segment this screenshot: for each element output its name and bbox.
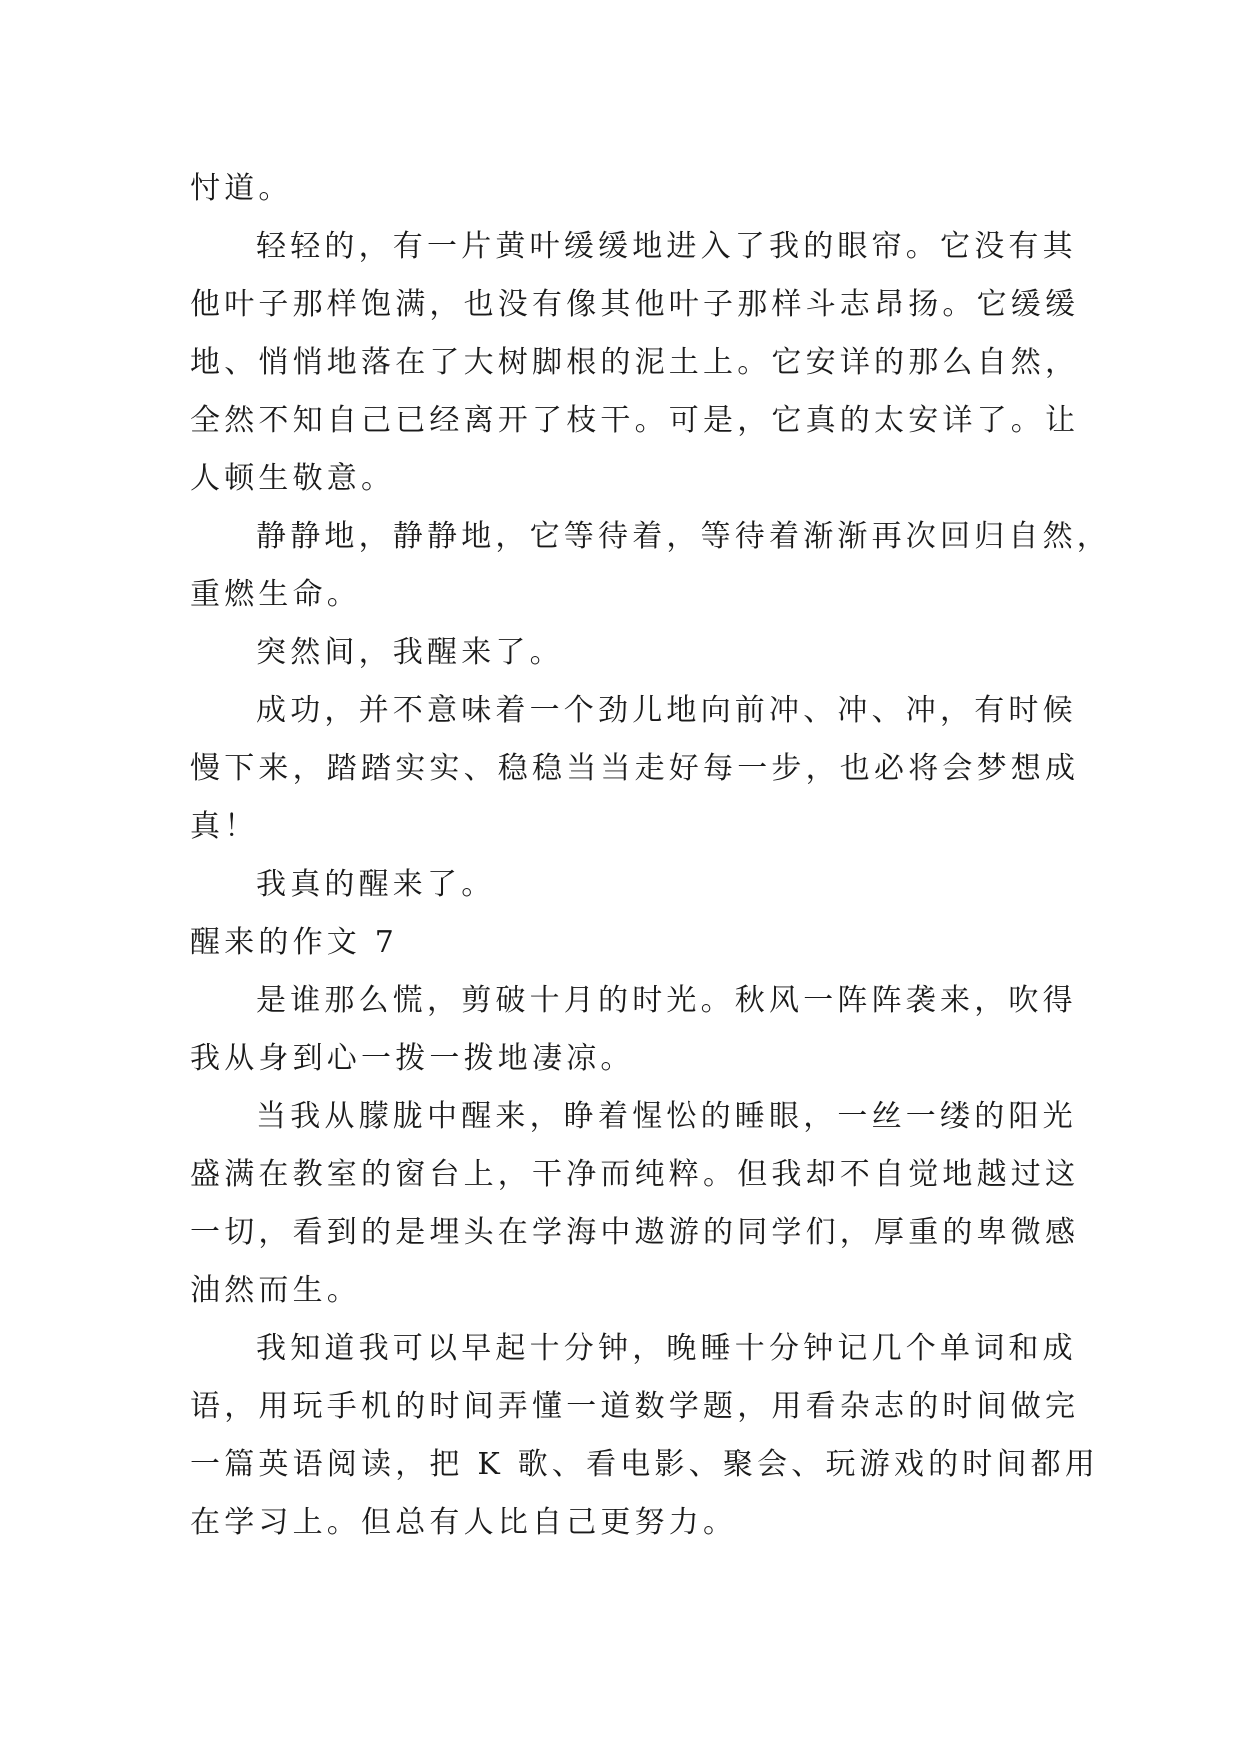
text-line: 慢下来，踏踏实实、稳稳当当走好每一步，也必将会梦想成 xyxy=(190,751,1080,786)
paragraph-first-line: 静静地，静静地，它等待着，等待着渐渐再次回归自然， xyxy=(256,519,1111,554)
paragraph-first-line: 我真的醒来了。 xyxy=(256,867,496,902)
paragraph-first-line: 我知道我可以早起十分钟，晚睡十分钟记几个单词和成 xyxy=(256,1331,1077,1366)
text-line: 油然而生。 xyxy=(190,1273,361,1308)
paragraph-first-line: 突然间，我醒来了。 xyxy=(256,635,564,670)
paragraph-first-line: 是谁那么慌，剪破十月的时光。秋风一阵阵袭来，吹得 xyxy=(256,983,1077,1018)
text-line: 真！ xyxy=(190,809,259,844)
text-line: 全然不知自己已经离开了枝干。可是，它真的太安详了。让 xyxy=(190,403,1080,438)
text-line: 人顿生敬意。 xyxy=(190,461,396,496)
section-heading: 醒来的作文 7 xyxy=(190,925,399,960)
text-line: 他叶子那样饱满，也没有像其他叶子那样斗志昂扬。它缓缓 xyxy=(190,287,1080,322)
text-line: 我从身到心一拨一拨地凄凉。 xyxy=(190,1041,635,1076)
paragraph-first-line: 轻轻的，有一片黄叶缓缓地进入了我的眼帘。它没有其 xyxy=(256,229,1077,264)
text-line: 语，用玩手机的时间弄懂一道数学题，用看杂志的时间做完 xyxy=(190,1389,1080,1424)
text-line: 在学习上。但总有人比自己更努力。 xyxy=(190,1505,738,1540)
text-line: 盛满在教室的窗台上，干净而纯粹。但我却不自觉地越过这 xyxy=(190,1157,1080,1192)
paragraph-first-line: 成功，并不意味着一个劲儿地向前冲、冲、冲，有时候 xyxy=(256,693,1077,728)
document-body xyxy=(190,160,1111,1552)
paragraph-first-line: 当我从朦胧中醒来，睁着惺忪的睡眼，一丝一缕的阳光 xyxy=(256,1099,1077,1134)
text-line: 忖道。 xyxy=(190,171,293,206)
text-line: 一切，看到的是埋头在学海中遨游的同学们，厚重的卑微感 xyxy=(190,1215,1080,1250)
text-line: 地、悄悄地落在了大树脚根的泥土上。它安详的那么自然， xyxy=(190,345,1080,380)
text-line: 一篇英语阅读，把 K 歌、看电影、聚会、玩游戏的时间都用 xyxy=(190,1447,1100,1482)
text-line: 重燃生命。 xyxy=(190,577,361,612)
